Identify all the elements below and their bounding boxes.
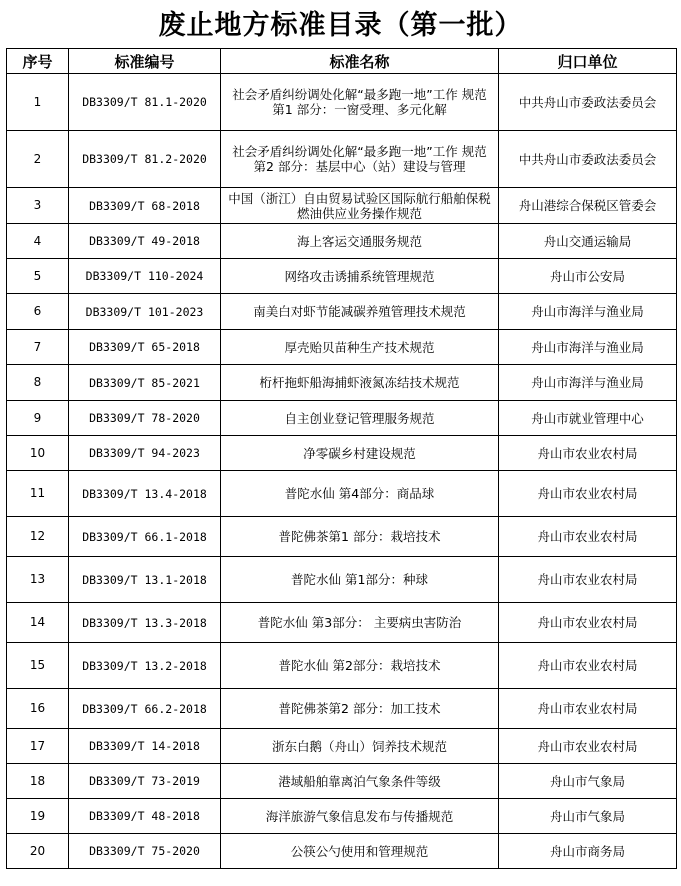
cell-unit: 舟山市公安局	[499, 259, 677, 294]
cell-seq: 8	[7, 365, 69, 401]
cell-seq: 13	[7, 557, 69, 603]
cell-seq: 19	[7, 799, 69, 834]
cell-code: DB3309/T 68-2018	[69, 188, 221, 224]
cell-seq: 2	[7, 131, 69, 188]
cell-seq: 20	[7, 834, 69, 869]
table-row	[7, 74, 677, 131]
cell-seq: 17	[7, 729, 69, 764]
cell-unit: 舟山市农业农村局	[499, 517, 677, 557]
cell-name: 公筷公勺使用和管理规范	[221, 834, 499, 869]
cell-code: DB3309/T 75-2020	[69, 834, 221, 869]
cell-name: 社会矛盾纠纷调处化解“最多跑一地”工作 规范第2 部分：基层中心（站）建设与管理	[221, 131, 499, 188]
cell-code: DB3309/T 48-2018	[69, 799, 221, 834]
cell-code: DB3309/T 65-2018	[69, 330, 221, 365]
cell-unit: 舟山市农业农村局	[499, 436, 677, 471]
cell-name: 海上客运交通服务规范	[221, 224, 499, 259]
cell-unit: 舟山市商务局	[499, 834, 677, 869]
cell-unit: 中共舟山市委政法委员会	[499, 74, 677, 131]
cell-name: 网络攻击诱捕系统管理规范	[221, 259, 499, 294]
cell-unit: 舟山市海洋与渔业局	[499, 365, 677, 401]
cell-unit: 舟山市就业管理中心	[499, 401, 677, 436]
cell-code: DB3309/T 81.2-2020	[69, 131, 221, 188]
table-row	[7, 799, 677, 834]
column-header-seq: 序号	[7, 49, 69, 74]
cell-seq: 10	[7, 436, 69, 471]
table-row	[7, 365, 677, 401]
table-row	[7, 330, 677, 365]
cell-unit: 舟山市农业农村局	[499, 603, 677, 643]
table-row	[7, 643, 677, 689]
table-row	[7, 517, 677, 557]
cell-unit: 舟山市海洋与渔业局	[499, 330, 677, 365]
cell-unit: 中共舟山市委政法委员会	[499, 131, 677, 188]
cell-name: 社会矛盾纠纷调处化解“最多跑一地”工作 规范第1 部分：一窗受理、多元化解	[221, 74, 499, 131]
cell-unit: 舟山市农业农村局	[499, 689, 677, 729]
cell-unit: 舟山市农业农村局	[499, 643, 677, 689]
cell-seq: 1	[7, 74, 69, 131]
cell-seq: 12	[7, 517, 69, 557]
cell-code: DB3309/T 13.1-2018	[69, 557, 221, 603]
table-row	[7, 259, 677, 294]
cell-name: 南美白对虾节能减碳养殖管理技术规范	[221, 294, 499, 330]
cell-name: 浙东白鹅（舟山）饲养技术规范	[221, 729, 499, 764]
cell-name: 普陀水仙 第3部分： 主要病虫害防治	[221, 603, 499, 643]
cell-code: DB3309/T 85-2021	[69, 365, 221, 401]
cell-seq: 18	[7, 764, 69, 799]
cell-unit: 舟山市农业农村局	[499, 471, 677, 517]
cell-code: DB3309/T 78-2020	[69, 401, 221, 436]
cell-seq: 14	[7, 603, 69, 643]
cell-code: DB3309/T 94-2023	[69, 436, 221, 471]
table-header-row	[7, 49, 677, 74]
cell-name: 自主创业登记管理服务规范	[221, 401, 499, 436]
table-row	[7, 471, 677, 517]
cell-seq: 11	[7, 471, 69, 517]
column-header-code: 标准编号	[69, 49, 221, 74]
table-row	[7, 131, 677, 188]
table-row	[7, 557, 677, 603]
table-row	[7, 436, 677, 471]
cell-unit: 舟山市农业农村局	[499, 729, 677, 764]
cell-code: DB3309/T 66.1-2018	[69, 517, 221, 557]
cell-name: 港域船舶靠离泊气象条件等级	[221, 764, 499, 799]
cell-code: DB3309/T 13.2-2018	[69, 643, 221, 689]
cell-seq: 16	[7, 689, 69, 729]
cell-seq: 9	[7, 401, 69, 436]
cell-code: DB3309/T 13.4-2018	[69, 471, 221, 517]
cell-unit: 舟山市气象局	[499, 764, 677, 799]
cell-name: 普陀佛茶第1 部分：栽培技术	[221, 517, 499, 557]
column-header-name: 标准名称	[221, 49, 499, 74]
cell-seq: 15	[7, 643, 69, 689]
page-title: 废止地方标准目录（第一批）	[158, 10, 523, 41]
cell-code: DB3309/T 81.1-2020	[69, 74, 221, 131]
table-row	[7, 224, 677, 259]
cell-name: 普陀水仙 第1部分：种球	[221, 557, 499, 603]
cell-name: 中国（浙江）自由贸易试验区国际航行船舶保税燃油供应业务操作规范	[221, 188, 499, 224]
cell-code: DB3309/T 49-2018	[69, 224, 221, 259]
cell-code: DB3309/T 101-2023	[69, 294, 221, 330]
cell-unit: 舟山交通运输局	[499, 224, 677, 259]
table-row	[7, 834, 677, 869]
table-row	[7, 188, 677, 224]
cell-name: 普陀水仙 第2部分：栽培技术	[221, 643, 499, 689]
cell-unit: 舟山市海洋与渔业局	[499, 294, 677, 330]
table-row	[7, 689, 677, 729]
cell-unit: 舟山港综合保税区管委会	[499, 188, 677, 224]
cell-seq: 6	[7, 294, 69, 330]
cell-name: 海洋旅游气象信息发布与传播规范	[221, 799, 499, 834]
cell-unit: 舟山市气象局	[499, 799, 677, 834]
cell-seq: 5	[7, 259, 69, 294]
cell-seq: 7	[7, 330, 69, 365]
cell-name: 厚壳贻贝苗种生产技术规范	[221, 330, 499, 365]
cell-code: DB3309/T 13.3-2018	[69, 603, 221, 643]
cell-code: DB3309/T 110-2024	[69, 259, 221, 294]
cell-name: 普陀水仙 第4部分：商品球	[221, 471, 499, 517]
column-header-unit: 归口单位	[499, 49, 677, 74]
cell-seq: 4	[7, 224, 69, 259]
cell-name: 桁杆拖虾船海捕虾液氮冻结技术规范	[221, 365, 499, 401]
standards-table	[6, 48, 677, 869]
table-row	[7, 729, 677, 764]
table-row	[7, 294, 677, 330]
cell-name: 普陀佛茶第2 部分：加工技术	[221, 689, 499, 729]
cell-seq: 3	[7, 188, 69, 224]
cell-code: DB3309/T 66.2-2018	[69, 689, 221, 729]
table-row	[7, 764, 677, 799]
cell-code: DB3309/T 73-2019	[69, 764, 221, 799]
cell-name: 净零碳乡村建设规范	[221, 436, 499, 471]
table-row	[7, 401, 677, 436]
table-row	[7, 603, 677, 643]
cell-unit: 舟山市农业农村局	[499, 557, 677, 603]
cell-code: DB3309/T 14-2018	[69, 729, 221, 764]
